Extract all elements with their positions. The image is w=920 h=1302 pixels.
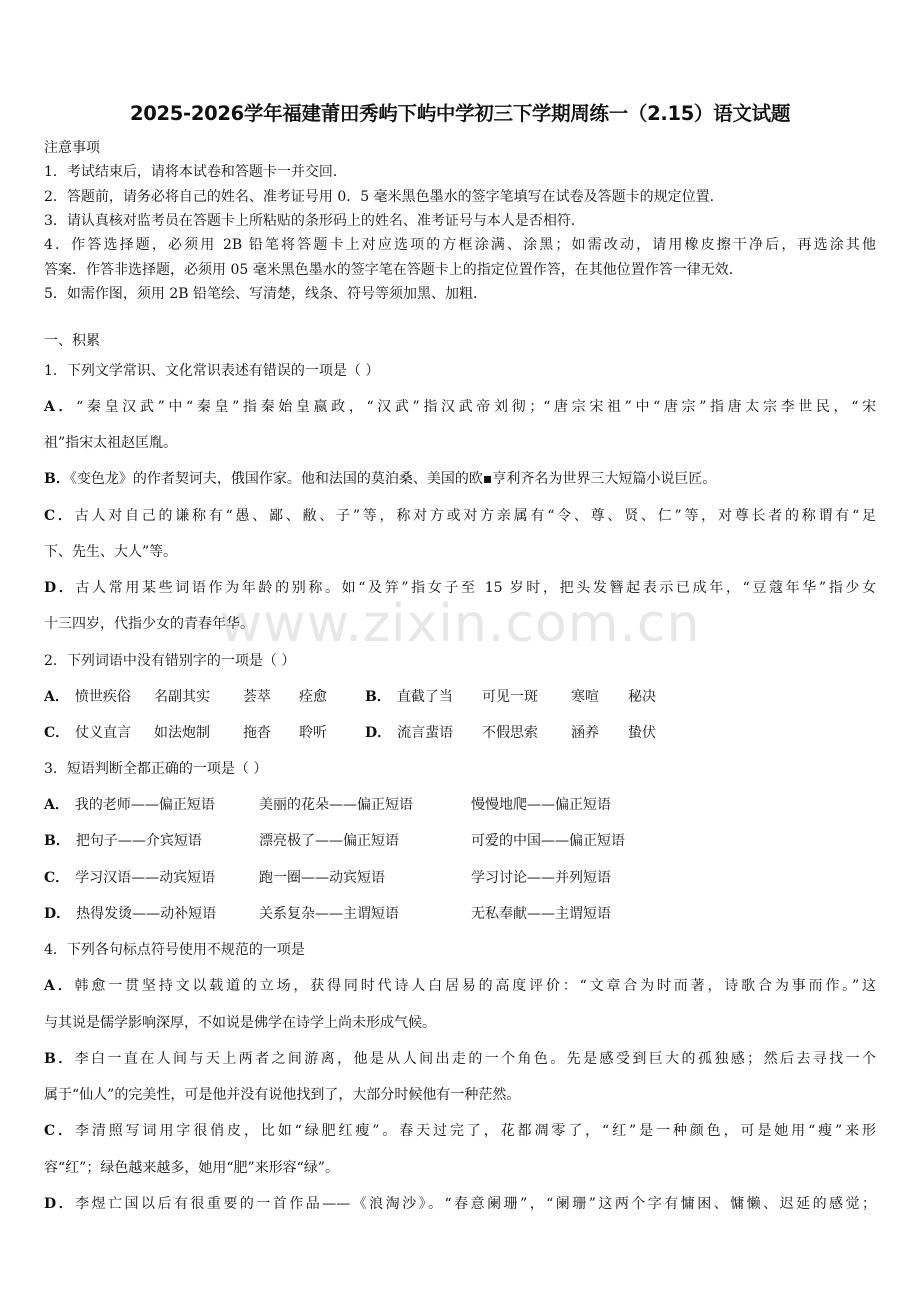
question-4-stem: 4．下列各句标点符号使用不规范的一项是 bbox=[44, 942, 305, 958]
question-3-option-b bbox=[44, 832, 202, 850]
option-word: 可见一斑 bbox=[482, 689, 538, 705]
watermark: www.zixin.com.cn bbox=[219, 594, 701, 654]
notice-item: 4．作答选择题，必须用 2B 铅笔将答题卡上对应选项的方框涂满、涂黑；如需改动，请用橡皮擦干净后，再选涂其他 bbox=[44, 237, 876, 253]
option-word: 寒喧 bbox=[571, 689, 599, 705]
option-label: A． bbox=[44, 797, 69, 813]
option-word: 痊愈 bbox=[299, 689, 327, 705]
notice-item: 答案．作答非选择题，必须用 05 毫米黑色墨水的签字笔在答题卡上的指定位置作答，在其他位置作答一律无效． bbox=[44, 262, 743, 278]
option-label: B． bbox=[44, 833, 70, 849]
question-4-option-b-cont: 属于“仙人”的完美性，可是他并没有说他找到了，大部分时候他有一种茫然。 bbox=[44, 1087, 521, 1103]
question-2-option-b bbox=[365, 688, 453, 706]
option-label: B． bbox=[44, 471, 70, 487]
option-label: C． bbox=[44, 870, 70, 886]
option-label: C． bbox=[44, 1123, 75, 1139]
option-word: 秘决 bbox=[628, 689, 656, 705]
question-4-option-c bbox=[44, 1122, 876, 1140]
option-label: C． bbox=[44, 508, 75, 524]
question-1-option-d-cont: 十三四岁，代指少女的青春年华。 bbox=[44, 616, 254, 632]
option-text: 李清照写词用字很俏皮，比如“绿肥红瘦”。春天过完了，花都凋零了，“红”是一种颜色，可是她用“瘦”来形 bbox=[74, 1123, 876, 1139]
option-phrase: 学习汉语——动宾短语 bbox=[75, 870, 216, 886]
question-2-option-a bbox=[44, 688, 131, 706]
option-label: B． bbox=[44, 1051, 75, 1067]
question-1-option-a bbox=[44, 398, 876, 416]
option-word: 荟萃 bbox=[243, 689, 271, 705]
option-word: 涵养 bbox=[571, 725, 599, 741]
option-label: B． bbox=[365, 689, 391, 705]
question-3-option-a bbox=[44, 796, 215, 814]
option-text: 李煜亡国以后有很重要的一首作品——《浪淘沙》。“春意阑珊”，“阑珊”这两个字有慵困、慵懒、迟延的感觉； bbox=[75, 1196, 876, 1212]
option-phrase: 慢慢地爬——偏正短语 bbox=[471, 797, 611, 813]
question-4-option-d bbox=[44, 1195, 876, 1213]
option-text: 《变色龙》的作者契诃夫，俄国作家。他和法国的莫泊桑、美国的欧▪亨利齐名为世界三大短篇小说巨匠。 bbox=[69, 471, 717, 487]
option-label: C． bbox=[44, 725, 70, 741]
option-word: 蛰伏 bbox=[628, 725, 656, 741]
question-1-option-c-cont: 下、先生、大人”等。 bbox=[44, 544, 178, 560]
option-phrase: 可爱的中国——偏正短语 bbox=[471, 833, 625, 849]
question-4-option-a bbox=[44, 977, 876, 995]
notice-heading: 注意事项 bbox=[44, 140, 100, 156]
question-2-option-d bbox=[365, 724, 453, 742]
option-word: 聆听 bbox=[299, 725, 327, 741]
option-word: 名副其实 bbox=[154, 689, 210, 705]
option-phrase: 把句子——介宾短语 bbox=[75, 833, 202, 849]
option-label: A． bbox=[44, 689, 69, 705]
question-2-stem: 2．下列词语中没有错别字的一项是（ ） bbox=[44, 653, 296, 669]
option-label: D． bbox=[365, 725, 392, 741]
option-label: A． bbox=[44, 399, 77, 415]
option-text: 李白一直在人间与天上两者之间游离，他是从人间出走的一个角色。先是感受到巨大的孤独感；然后去寻找一个 bbox=[74, 1051, 876, 1067]
option-text: 古人常用某些词语作为年龄的别称。如“及笄”指女子至 15 岁时，把头发簪起表示已成年，“豆蔻年华”指少女 bbox=[75, 580, 877, 596]
question-1-option-c bbox=[44, 507, 876, 525]
option-word: 如法炮制 bbox=[154, 725, 210, 741]
question-1-option-b bbox=[44, 470, 716, 488]
question-4-option-a-cont: 与其说是儒学影响深厚，不如说是佛学在诗学上尚未形成气候。 bbox=[44, 1015, 436, 1031]
question-1-option-a-cont: 祖”指宋太祖赵匡胤。 bbox=[44, 435, 178, 451]
option-phrase: 美丽的花朵——偏正短语 bbox=[259, 797, 413, 813]
option-text: “秦皇汉武”中“秦皇”指秦始皇嬴政，“汉武”指汉武帝刘彻；“唐宗宋祖”中“唐宗”指唐太宗李世民，“宋 bbox=[76, 399, 876, 415]
option-text: 韩愈一贯坚持文以载道的立场，获得同时代诗人白居易的高度评价：“文章合为时而著，诗歌合为事而作。”这 bbox=[74, 978, 876, 994]
question-3-option-d bbox=[44, 905, 216, 923]
question-4-option-b bbox=[44, 1050, 876, 1068]
option-label: D． bbox=[44, 580, 76, 596]
option-word: 流言蜚语 bbox=[397, 725, 454, 741]
question-3-option-c bbox=[44, 869, 215, 887]
option-label: D． bbox=[44, 1196, 76, 1212]
option-label: A． bbox=[44, 978, 75, 994]
question-1-stem: 1．下列文学常识、文化常识表述有错误的一项是（ ） bbox=[44, 363, 380, 379]
notice-item: 3．请认真核对监考员在答题卡上所粘贴的条形码上的姓名、准考证号与本人是否相符． bbox=[44, 213, 585, 229]
question-2-option-c bbox=[44, 724, 131, 742]
option-word: 拖沓 bbox=[243, 725, 271, 741]
option-phrase: 关系复杂——主谓短语 bbox=[259, 906, 399, 922]
option-label: D． bbox=[44, 906, 71, 922]
question-4-option-c-cont: 容“红”；绿色越来越多，她用“肥”来形容“绿”。 bbox=[44, 1160, 339, 1176]
section-heading: 一、积累 bbox=[44, 333, 100, 349]
notice-item: 2．答题前，请务必将自己的姓名、准考证号用 0．5 毫米黑色墨水的签字笔填写在试卷及答题卡的规定位置． bbox=[44, 189, 724, 205]
option-word: 仗义直言 bbox=[75, 725, 132, 741]
option-phrase: 漂亮极了——偏正短语 bbox=[259, 833, 399, 849]
notice-item: 1．考试结束后，请将本试卷和答题卡一并交回． bbox=[44, 164, 347, 180]
page-title: 2025-2026学年福建莆田秀屿下屿中学初三下学期周练一（2.15）语文试题 bbox=[129, 102, 791, 125]
option-word: 直截了当 bbox=[396, 689, 453, 705]
notice-item: 5．如需作图，须用 2B 铅笔绘、写清楚，线条、符号等须加黑、加粗． bbox=[44, 286, 488, 302]
option-phrase: 热得发烫——动补短语 bbox=[76, 906, 217, 922]
option-phrase: 无私奉献——主谓短语 bbox=[471, 906, 611, 922]
option-phrase: 跑一圈——动宾短语 bbox=[259, 870, 385, 886]
option-phrase: 学习讨论——并列短语 bbox=[471, 870, 611, 886]
question-3-stem: 3．短语判断全都正确的一项是（ ） bbox=[44, 761, 268, 777]
option-text: 古人对自己的谦称有“愚、鄙、敝、子”等，称对方或对方亲属有“令、尊、贤、仁”等，对尊长者的称谓有“足 bbox=[74, 508, 876, 524]
option-phrase: 我的老师——偏正短语 bbox=[74, 797, 215, 813]
option-word: 不假思索 bbox=[482, 725, 538, 741]
option-word: 愤世疾俗 bbox=[74, 689, 131, 705]
